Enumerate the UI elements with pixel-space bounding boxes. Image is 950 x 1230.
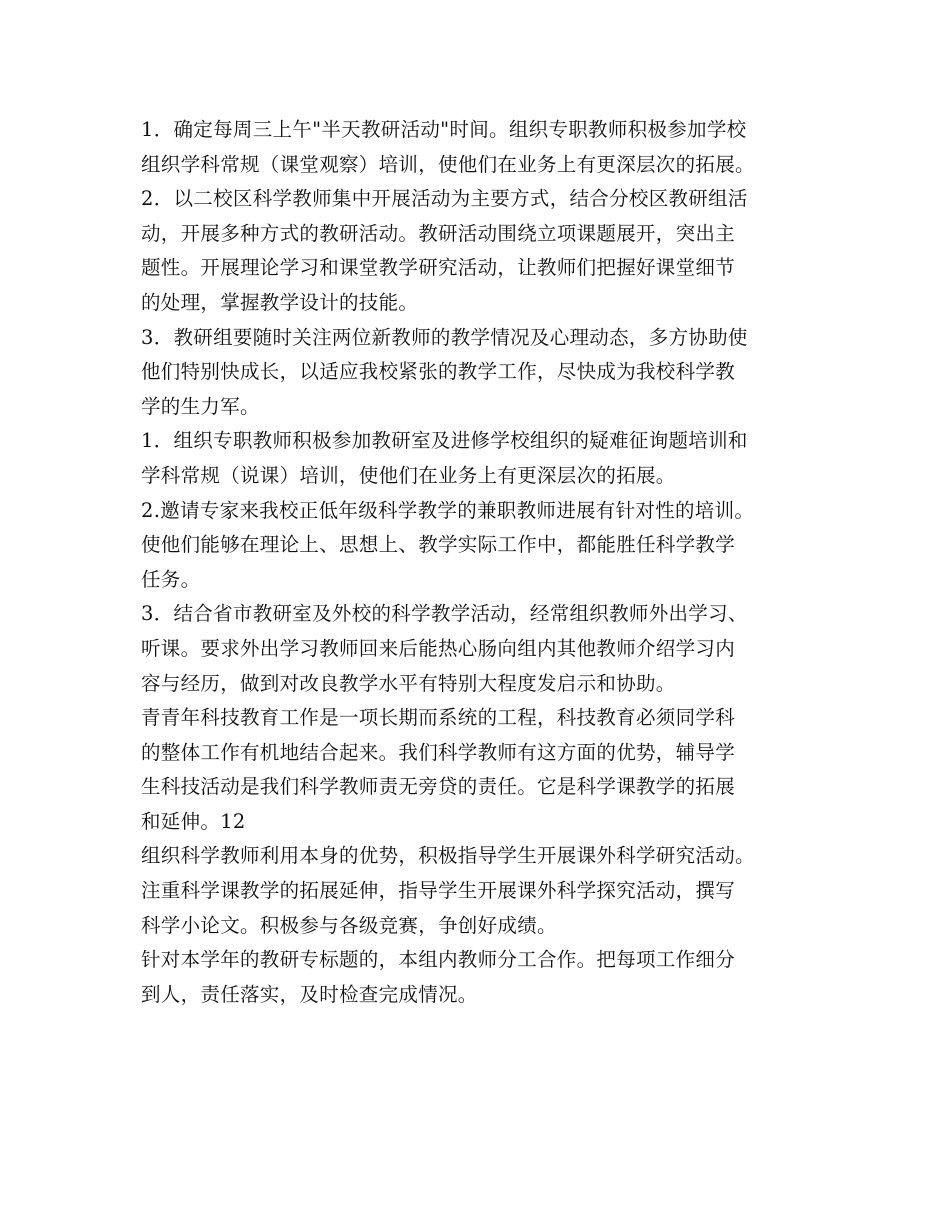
text-line: 到人，责任落实，及时检查完成情况。 bbox=[141, 982, 478, 1006]
text-line: 学科常规（说课）培训，使他们在业务上有更深层次的拓展。 bbox=[141, 463, 676, 487]
text-line: 2.邀请专家来我校正低年级科学教学的兼职教师进展有针对性的培训。 bbox=[141, 498, 755, 522]
text-line: 学的生力军。 bbox=[141, 394, 260, 418]
text-line: 针对本学年的教研专标题的，本组内教师分工合作。把每项工作细分 bbox=[141, 948, 736, 972]
text-line: 3．教研组要随时关注两位新教师的教学情况及心理动态，多方协助使 bbox=[141, 325, 748, 349]
text-line: 听课。要求外出学习教师回来后能热心肠向组内其他教师介绍学习内 bbox=[141, 636, 736, 660]
text-line: 注重科学课教学的拓展延伸，指导学生开展课外科学探究活动，撰写 bbox=[141, 879, 736, 903]
text-line: 3．结合省市教研室及外校的科学教学活动，经常组织教师外出学习、 bbox=[141, 602, 748, 626]
text-line: 1．确定每周三上午"半天教研活动"时间。组织专职教师积极参加学校 bbox=[141, 118, 747, 141]
text-line: 的处理，掌握教学设计的技能。 bbox=[141, 290, 419, 314]
text-line: 组织学科常规（课堂观察）培训，使他们在业务上有更深层次的拓展。 bbox=[141, 152, 755, 176]
text-line: 1．组织专职教师积极参加教研室及进修学校组织的疑难征询题培训和 bbox=[141, 429, 748, 453]
text-line: 和延伸。12 bbox=[141, 809, 246, 833]
text-line: 容与经历，做到对改良教学水平有特别大程度发启示和协助。 bbox=[141, 671, 676, 695]
text-line: 题性。开展理论学习和课堂教学研究活动，让教师们把握好课堂细节 bbox=[141, 256, 736, 280]
text-line: 动，开展多种方式的教研活动。教研活动围绕立项课题展开，突出主 bbox=[141, 221, 736, 245]
text-line: 2．以二校区科学教师集中开展活动为主要方式，结合分校区教研组活 bbox=[141, 187, 748, 211]
text-line: 的整体工作有机地结合起来。我们科学教师有这方面的优势，辅导学 bbox=[141, 740, 736, 764]
document-body bbox=[141, 113, 831, 1012]
text-line: 他们特别快成长，以适应我校紧张的教学工作，尽快成为我校科学教 bbox=[141, 360, 736, 384]
text-line: 使他们能够在理论上、思想上、教学实际工作中，都能胜任科学教学 bbox=[141, 533, 736, 557]
text-line: 组织科学教师利用本身的优势，积极指导学生开展课外科学研究活动。 bbox=[141, 844, 755, 868]
text-line: 科学小论文。积极参与各级竞赛，争创好成绩。 bbox=[141, 913, 557, 937]
text-line: 任务。 bbox=[141, 567, 201, 591]
text-line: 青青年科技教育工作是一项长期而系统的工程，科技教育必须同学科 bbox=[141, 706, 736, 730]
text-line: 生科技活动是我们科学教师责无旁贷的责任。它是科学课教学的拓展 bbox=[141, 775, 736, 799]
